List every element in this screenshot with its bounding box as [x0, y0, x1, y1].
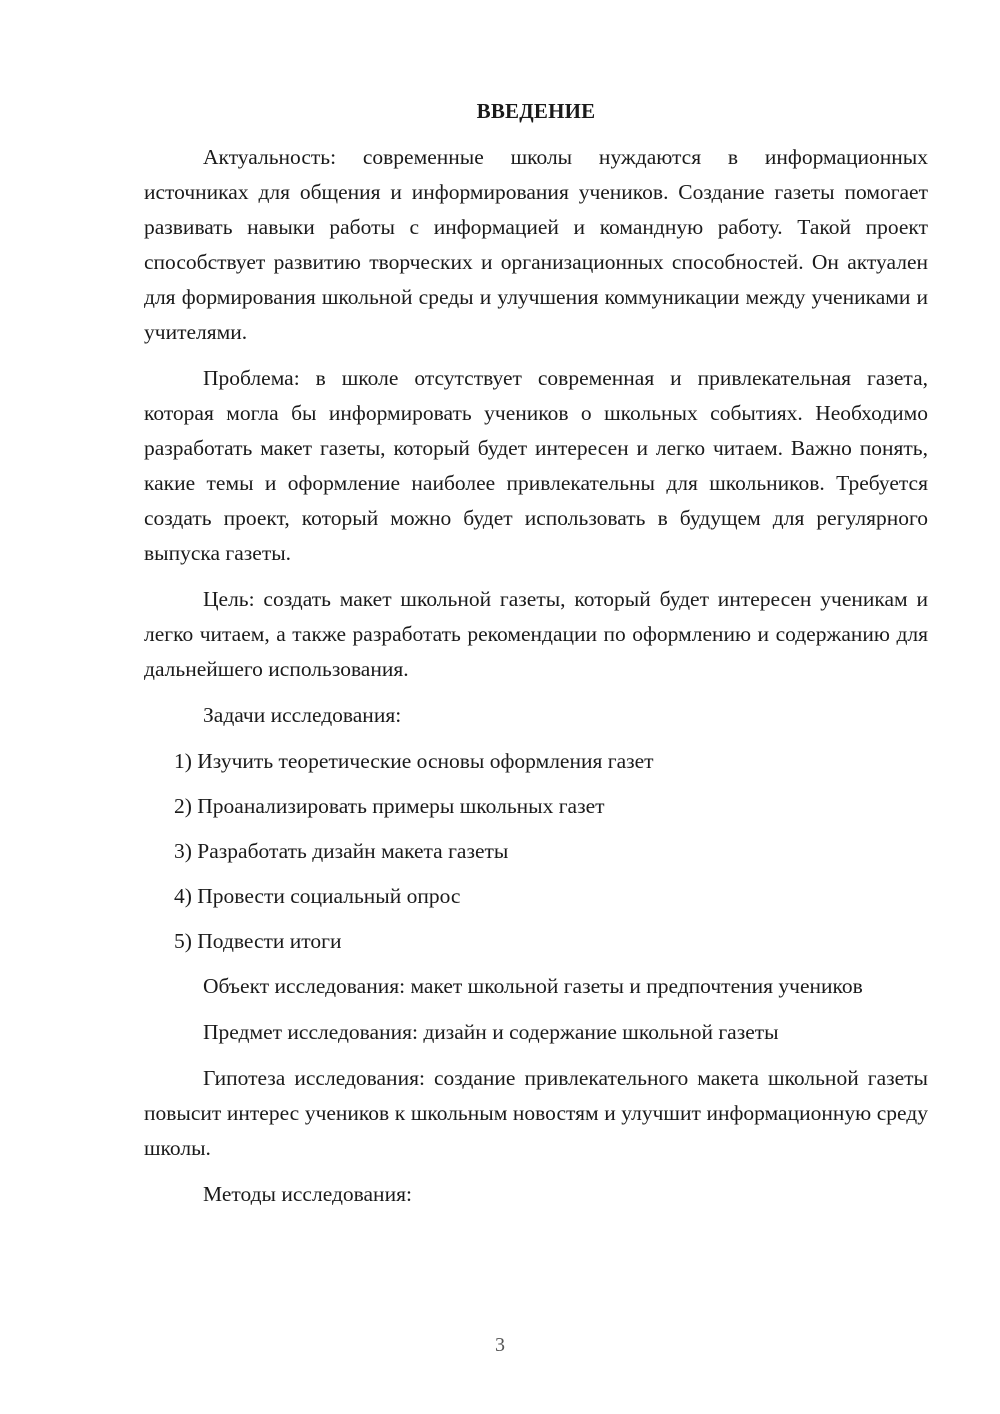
tasks-heading: Задачи исследования:	[203, 703, 402, 727]
document-page	[144, 95, 928, 1223]
page-number: 3	[495, 1334, 505, 1356]
paragraph-subject: Предмет исследования: дизайн и содержание школьной газеты	[203, 1020, 779, 1044]
list-item: 2) Проанализировать примеры школьных газет	[174, 794, 605, 818]
paragraph-hypothesis: Гипотеза исследования: создание привлекательного макета школьной газеты повысит интерес учеников к школьным новостям и улучшит информационную среду школы.	[144, 1066, 928, 1160]
list-item: 3) Разработать дизайн макета газеты	[174, 839, 509, 863]
list-item: 5) Подвести итоги	[174, 929, 342, 953]
paragraph-problem: Проблема: в школе отсутствует современная и привлекательная газета, которая могла бы информировать учеников о школьных событиях. Необходимо разработать макет газеты, который будет интересен и легко читаем. Важно понять, какие темы и оформление наиболее привлекательны для школьников. Требуется создать проект, который можно будет использовать в будущем для регулярного выпуска газеты.	[144, 366, 928, 565]
list-item: 1) Изучить теоретические основы оформления газет	[174, 749, 654, 773]
methods-heading: Методы исследования:	[203, 1182, 412, 1206]
tasks-list	[144, 744, 928, 959]
page-title: ВВЕДЕНИЕ	[476, 99, 596, 123]
paragraph-relevance: Актуальность: современные школы нуждаются в информационных источниках для общения и информирования учеников. Создание газеты помогает развивать навыки работы с информацией и командную работу. Такой проект способствует развитию творческих и организационных способностей. Он актуален для формирования школьной среды и улучшения коммуникации между учениками и учителями.	[144, 145, 928, 344]
list-item: 4) Провести социальный опрос	[174, 884, 461, 908]
paragraph-object: Объект исследования: макет школьной газеты и предпочтения учеников	[203, 974, 863, 998]
paragraph-goal: Цель: создать макет школьной газеты, который будет интересен ученикам и легко читаем, а также разработать рекомендации по оформлению и содержанию для дальнейшего использования.	[144, 587, 928, 681]
